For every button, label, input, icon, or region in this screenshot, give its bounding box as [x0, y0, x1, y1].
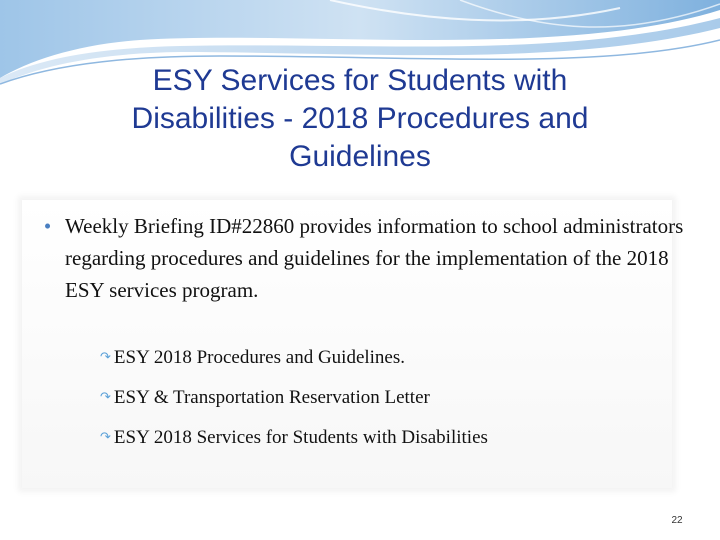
sub-bullet [100, 427, 488, 449]
page-number: 22 [671, 515, 683, 526]
curved-arrow-icon: ↷ [100, 429, 111, 444]
slide-title: ESY Services for Students with Disabilities - 2018 Procedures and Guidelines [131, 64, 589, 173]
main-bullet-text: Weekly Briefing ID#22860 provides information to school administrators regarding procedures and guidelines for the implementation of the 2018 ESY services program. [65, 214, 684, 302]
sub-bullet [100, 347, 405, 369]
sub-bullet [100, 387, 430, 409]
curved-arrow-icon: ↷ [100, 389, 111, 404]
bullet-dot-icon: • [43, 214, 52, 238]
curved-arrow-icon: ↷ [100, 349, 111, 364]
main-bullet [30, 210, 705, 306]
sub-bullet-text: ESY 2018 Procedures and Guidelines. [113, 347, 406, 368]
sub-bullet-text: ESY 2018 Services for Students with Disabilities [113, 427, 488, 448]
sub-bullet-text: ESY & Transportation Reservation Letter [113, 387, 430, 408]
